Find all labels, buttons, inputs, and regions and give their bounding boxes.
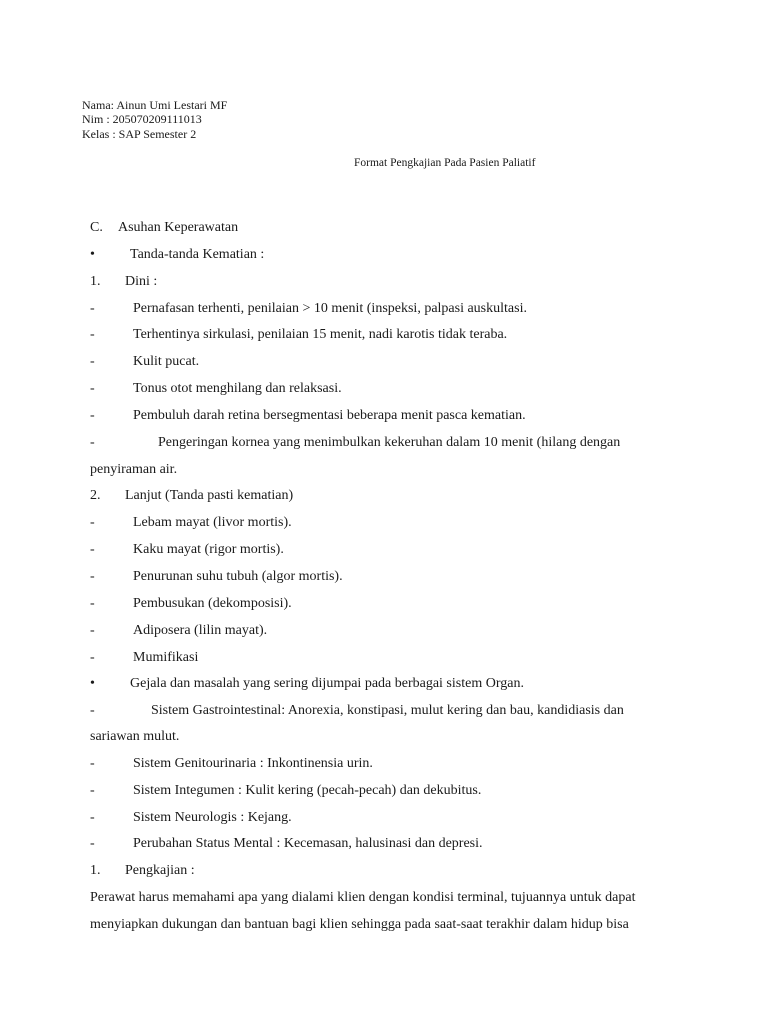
item-text: Pembuluh darah retina bersegmentasi beberapa menit pasca kematian. — [133, 408, 526, 423]
dash-marker: - — [90, 596, 95, 611]
dash-marker: - — [90, 836, 95, 851]
dash-marker: - — [90, 569, 95, 584]
dash-marker: - — [90, 435, 95, 450]
section-text: Asuhan Keperawatan — [118, 220, 239, 235]
dash-marker: - — [90, 408, 95, 423]
bullet-marker: • — [90, 676, 95, 691]
list-marker: 1. — [90, 863, 101, 878]
header-nama: Nama: Ainun Umi Lestari MF — [82, 98, 228, 112]
item-text: Kulit pucat. — [133, 354, 200, 369]
paragraph-text: menyiapkan dukungan dan bantuan bagi klien sehingga pada saat-saat terakhir dalam hidup bisa — [90, 917, 629, 932]
bullet-text: Tanda-tanda Kematian : — [130, 247, 265, 262]
item-text: Pembusukan (dekomposisi). — [133, 596, 292, 611]
item-text: Sistem Genitourinaria : Inkontinensia urin. — [133, 756, 373, 771]
dash-marker: - — [90, 327, 95, 342]
item-text: Adiposera (lilin mayat). — [133, 623, 268, 638]
dash-marker: - — [90, 783, 95, 798]
list-text: Dini : — [125, 274, 158, 289]
dash-marker: - — [90, 703, 95, 718]
item-text: Penurunan suhu tubuh (algor mortis). — [133, 569, 343, 584]
document-title: Format Pengkajian Pada Pasien Paliatif — [354, 157, 536, 169]
list-text: Pengkajian : — [125, 863, 195, 878]
item-text: Sistem Integumen : Kulit kering (pecah-pecah) dan dekubitus. — [133, 783, 482, 798]
dash-marker: - — [90, 301, 95, 316]
dash-marker: - — [90, 650, 95, 665]
item-text: Lebam mayat (livor mortis). — [133, 515, 292, 530]
item-text: Pengeringan kornea yang menimbulkan kekeruhan dalam 10 menit (hilang dengan — [158, 435, 621, 450]
dash-marker: - — [90, 515, 95, 530]
paragraph-text: Perawat harus memahami apa yang dialami klien dengan kondisi terminal, tujuannya untuk dapat — [90, 890, 636, 905]
dash-marker: - — [90, 756, 95, 771]
list-marker: 2. — [90, 488, 101, 503]
item-text: Tonus otot menghilang dan relaksasi. — [133, 381, 342, 396]
item-text: Pernafasan terhenti, penilaian > 10 menit (inspeksi, palpasi auskultasi. — [133, 301, 527, 316]
item-text: Mumifikasi — [133, 650, 199, 665]
item-text: penyiraman air. — [90, 462, 178, 477]
header-kelas: Kelas : SAP Semester 2 — [82, 127, 197, 141]
bullet-marker: • — [90, 247, 95, 262]
item-text: Terhentinya sirkulasi, penilaian 15 menit, nadi karotis tidak teraba. — [133, 327, 508, 342]
dash-marker: - — [90, 810, 95, 825]
list-text: Lanjut (Tanda pasti kematian) — [125, 488, 294, 503]
dash-marker: - — [90, 623, 95, 638]
dash-marker: - — [90, 354, 95, 369]
item-text: Sistem Neurologis : Kejang. — [133, 810, 292, 825]
item-text: Kaku mayat (rigor mortis). — [133, 542, 284, 557]
dash-marker: - — [90, 381, 95, 396]
item-text: Perubahan Status Mental : Kecemasan, halusinasi dan depresi. — [133, 836, 483, 851]
item-text: Sistem Gastrointestinal: Anorexia, konstipasi, mulut kering dan bau, kandidiasis dan — [151, 703, 624, 718]
item-text: sariawan mulut. — [90, 729, 180, 744]
section-marker: C. — [90, 220, 103, 235]
header-nim: Nim : 205070209111013 — [82, 112, 202, 126]
list-marker: 1. — [90, 274, 101, 289]
dash-marker: - — [90, 542, 95, 557]
bullet-text: Gejala dan masalah yang sering dijumpai pada berbagai sistem Organ. — [130, 676, 524, 691]
